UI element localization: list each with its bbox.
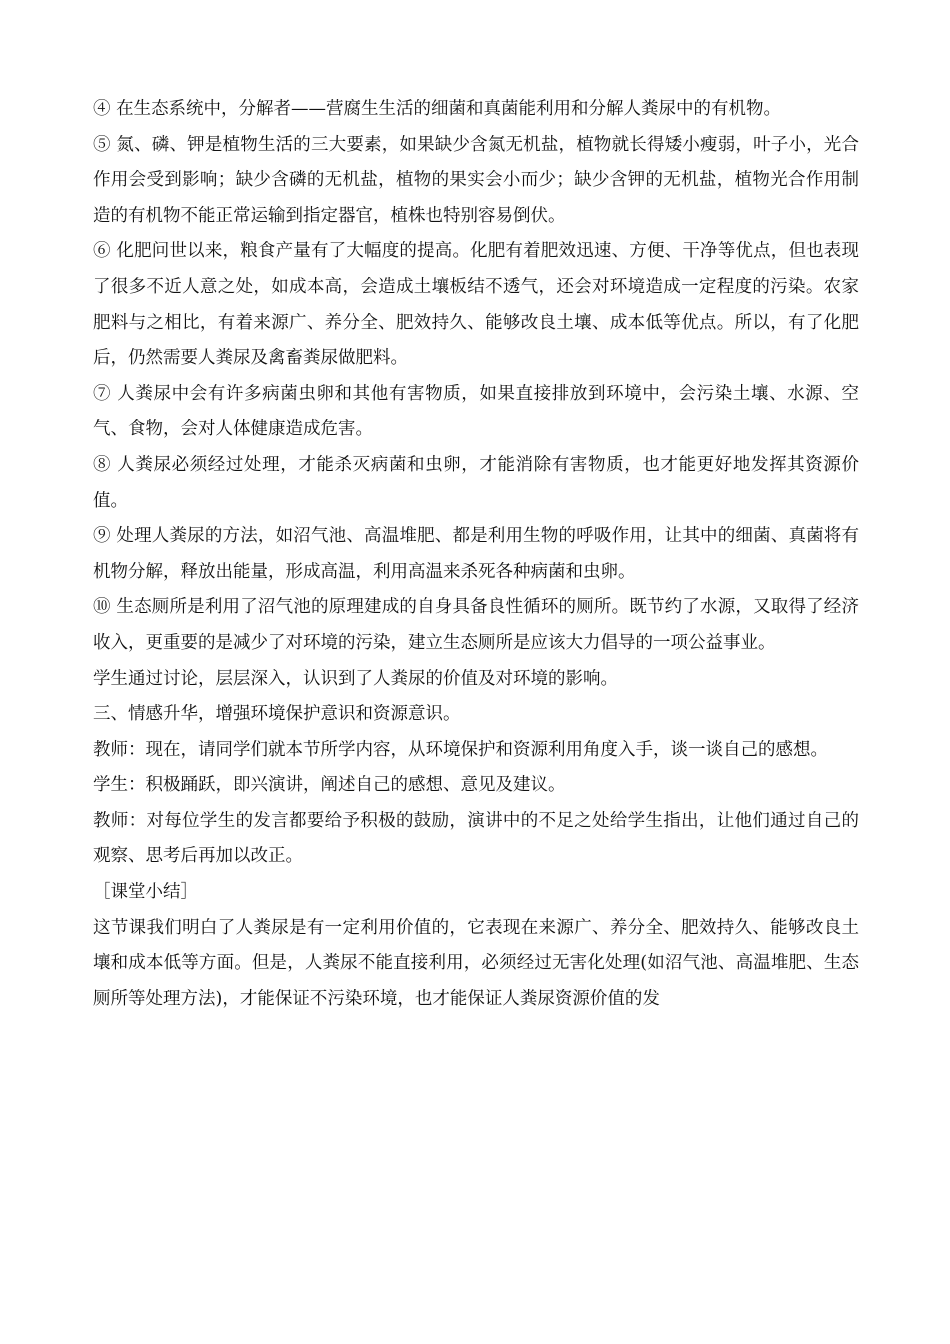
paragraph-teacher-prompt: 教师：现在，请同学们就本节所学内容，从环境保护和资源利用角度入手，谈一谈自己的感想。 bbox=[93, 739, 828, 760]
paragraph-point-10: ⑩ 生态厕所是利用了沼气池的原理建成的自身具备良性循环的厕所。既节约了水源，又取得了经济收入，更重要的是减少了对环境的污染，建立生态厕所是应该大力倡导的一项公益事业。 bbox=[93, 597, 859, 653]
section-heading-3: 三、情感升华，增强环境保护意识和资源意识。 bbox=[93, 704, 461, 725]
paragraph-summary: 这节课我们明白了人粪尿是有一定利用价值的，它表现在来源广、养分全、肥效持久、能够改良土壤和成本低等方面。但是，人粪尿不能直接利用，必须经过无害化处理(如沼气池、高温堆肥、生态厕所等处理方法)，才能保证不污染环境，也才能保证人粪尿资源价值的发 bbox=[93, 917, 859, 1009]
class-summary-heading: ［课堂小结］ bbox=[93, 882, 198, 903]
paragraph-teacher-feedback: 教师：对每位学生的发言都要给予积极的鼓励，演讲中的不足之处给学生指出，让他们通过自己的观察、思考后再加以改正。 bbox=[93, 810, 859, 867]
paragraph-point-6: ⑥ 化肥问世以来，粮食产量有了大幅度的提高。化肥有着肥效迅速、方便、干净等优点，但也表现了很多不近人意之处，如成本高，会造成土壤板结不透气，还会对环境造成一定程度的污染。农家肥料与之相比，有着来源广、养分全、肥效持久、能够改良土壤、成本低等优点。所以，有了化肥后，仍然需要人粪尿及禽畜粪尿做肥料。 bbox=[93, 241, 859, 369]
paragraph-student-response: 学生：积极踊跃，即兴演讲，阐述自己的感想、意见及建议。 bbox=[93, 775, 566, 796]
paragraph-student-discussion: 学生通过讨论，层层深入，认识到了人粪尿的价值及对环境的影响。 bbox=[93, 668, 618, 689]
paragraph-point-5: ⑤ 氮、磷、钾是植物生活的三大要素，如果缺少含氮无机盐，植物就长得矮小瘦弱，叶子小，光合作用会受到影响；缺少含磷的无机盐，植物的果实会小而少；缺少含钾的无机盐，植物光合作用制造的有机物不能正常运输到指定器官，植株也特别容易倒伏。 bbox=[93, 134, 859, 226]
paragraph-point-8: ⑧ 人粪尿必须经过处理，才能杀灭病菌和虫卵，才能消除有害物质，也才能更好地发挥其资源价值。 bbox=[93, 454, 859, 511]
paragraph-point-7: ⑦ 人粪尿中会有许多病菌虫卵和其他有害物质，如果直接排放到环境中，会污染土壤、水源、空气、食物，会对人体健康造成危害。 bbox=[93, 383, 859, 440]
document-body bbox=[93, 92, 859, 1017]
paragraph-point-4: ④ 在生态系统中，分解者——营腐生生活的细菌和真菌能利用和分解人粪尿中的有机物。 bbox=[93, 99, 782, 119]
paragraph-point-9: ⑨ 处理人粪尿的方法，如沼气池、高温堆肥、都是利用生物的呼吸作用，让其中的细菌、真菌将有机物分解，释放出能量，形成高温，利用高温来杀死各种病菌和虫卵。 bbox=[93, 526, 859, 582]
